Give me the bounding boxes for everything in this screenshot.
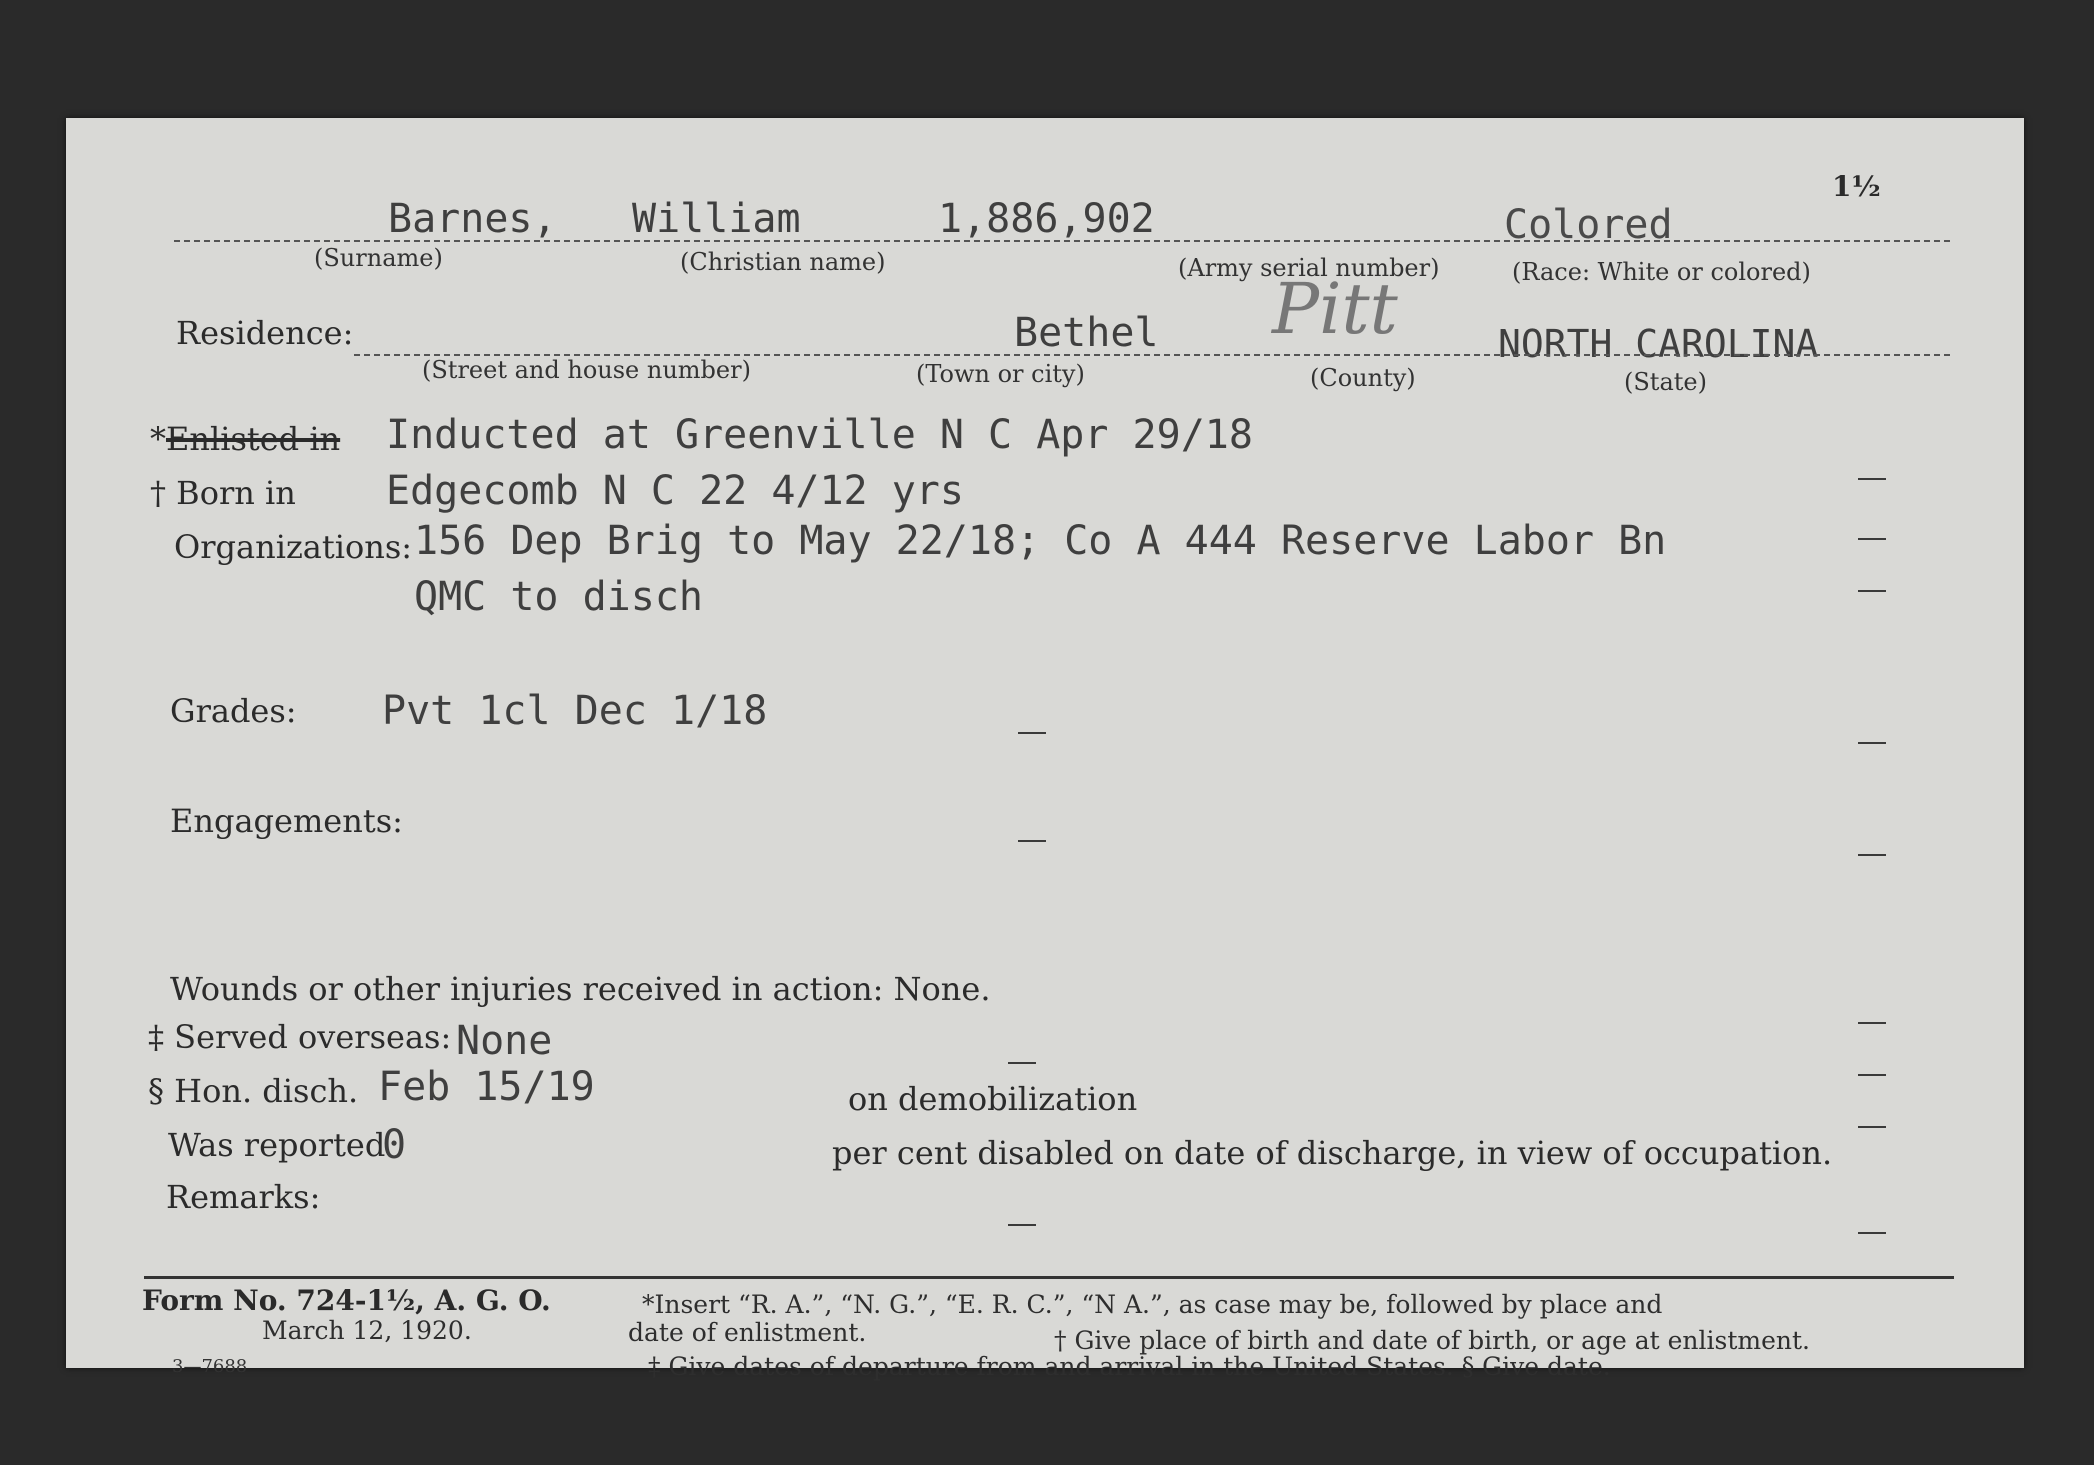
- dash-mark: [1858, 1232, 1886, 1234]
- enlisted-value: Inducted at Greenville N C Apr 29/18: [386, 412, 1253, 458]
- reported-label: Was reported: [168, 1126, 386, 1164]
- footer-note-3: † Give place of birth and date of birth, or age at enlistment.: [1054, 1326, 1810, 1355]
- born-value: Edgecomb N C 22 4/12 yrs: [386, 468, 964, 514]
- dash-mark: [1018, 732, 1046, 734]
- surname-value: Barnes,: [388, 196, 557, 242]
- race-value: Colored: [1504, 202, 1673, 248]
- overseas-label: ‡ Served overseas:: [148, 1018, 452, 1056]
- enlisted-label: [150, 420, 340, 458]
- christian-name-value: William: [632, 196, 801, 242]
- serial-number-value: 1,886,902: [938, 196, 1155, 242]
- grades-label: Grades:: [170, 692, 297, 730]
- hon-disch-label: § Hon. disch.: [148, 1072, 359, 1110]
- footer-note-4: ‡ Give dates of departure from and arrival in the United States. § Give date.: [648, 1352, 1611, 1381]
- wounds-value: None.: [893, 970, 991, 1008]
- name-line: [174, 240, 1950, 242]
- page-number: 1½: [1832, 170, 1881, 203]
- grades-value: Pvt 1cl Dec 1/18: [382, 688, 768, 734]
- footer-note-1: *Insert “R. A.”, “N. G.”, “E. R. C.”, “N A.”, as case may be, followed by place and: [642, 1290, 1663, 1319]
- disability-text: per cent disabled on date of discharge, in view of occupation.: [832, 1134, 1833, 1172]
- residence-label: Residence:: [176, 314, 354, 352]
- county-value: Pitt: [1272, 268, 1398, 350]
- dash-mark: [1018, 840, 1046, 842]
- state-caption: (State): [1624, 368, 1707, 396]
- surname-caption: (Surname): [314, 244, 443, 272]
- engagements-label: Engagements:: [170, 802, 403, 840]
- dash-mark: [1858, 1126, 1886, 1128]
- race-caption: (Race: White or colored): [1512, 258, 1811, 286]
- state-value: NORTH CAROLINA: [1498, 322, 1819, 366]
- footer-rule: [144, 1276, 1954, 1279]
- wounds-label-text: Wounds or other injuries received in action:: [170, 970, 884, 1008]
- dash-mark: [1858, 478, 1886, 480]
- dash-mark: [1008, 1224, 1036, 1226]
- dash-mark: [1858, 538, 1886, 540]
- dash-mark: [1858, 1022, 1886, 1024]
- demobilization-text: on demobilization: [848, 1080, 1138, 1118]
- dash-mark: [1858, 742, 1886, 744]
- organizations-line1: 156 Dep Brig to May 22/18; Co A 444 Reserve Labor Bn: [414, 518, 1667, 564]
- county-caption: (County): [1310, 364, 1416, 392]
- service-record-card: [66, 118, 2024, 1381]
- enlisted-mark: *: [150, 420, 166, 458]
- remarks-label: Remarks:: [166, 1178, 321, 1216]
- dash-mark: [1858, 854, 1886, 856]
- town-caption: (Town or city): [916, 360, 1085, 388]
- footer-note-2: date of enlistment.: [628, 1318, 867, 1347]
- dash-mark: [1858, 590, 1886, 592]
- organizations-label: Organizations:: [174, 528, 413, 566]
- street-caption: (Street and house number): [422, 356, 751, 384]
- christian-name-caption: (Christian name): [680, 248, 886, 276]
- form-date: March 12, 1920.: [262, 1316, 472, 1345]
- reported-value: 0: [382, 1122, 407, 1168]
- organizations-line2: QMC to disch: [414, 574, 703, 620]
- enlisted-label-text: Enlisted in: [166, 420, 341, 458]
- wounds-label: [170, 970, 991, 1008]
- overseas-value: None: [456, 1018, 553, 1064]
- hon-disch-value: Feb 15/19: [378, 1064, 595, 1110]
- born-label: † Born in: [150, 474, 296, 512]
- form-number: Form No. 724-1½, A. G. O.: [142, 1284, 551, 1317]
- dash-mark: [1008, 1062, 1036, 1064]
- serial-caption: (Army serial number): [1178, 254, 1440, 282]
- form-code: 3—7688: [172, 1356, 248, 1377]
- town-value: Bethel: [1014, 310, 1159, 356]
- dash-mark: [1858, 1074, 1886, 1076]
